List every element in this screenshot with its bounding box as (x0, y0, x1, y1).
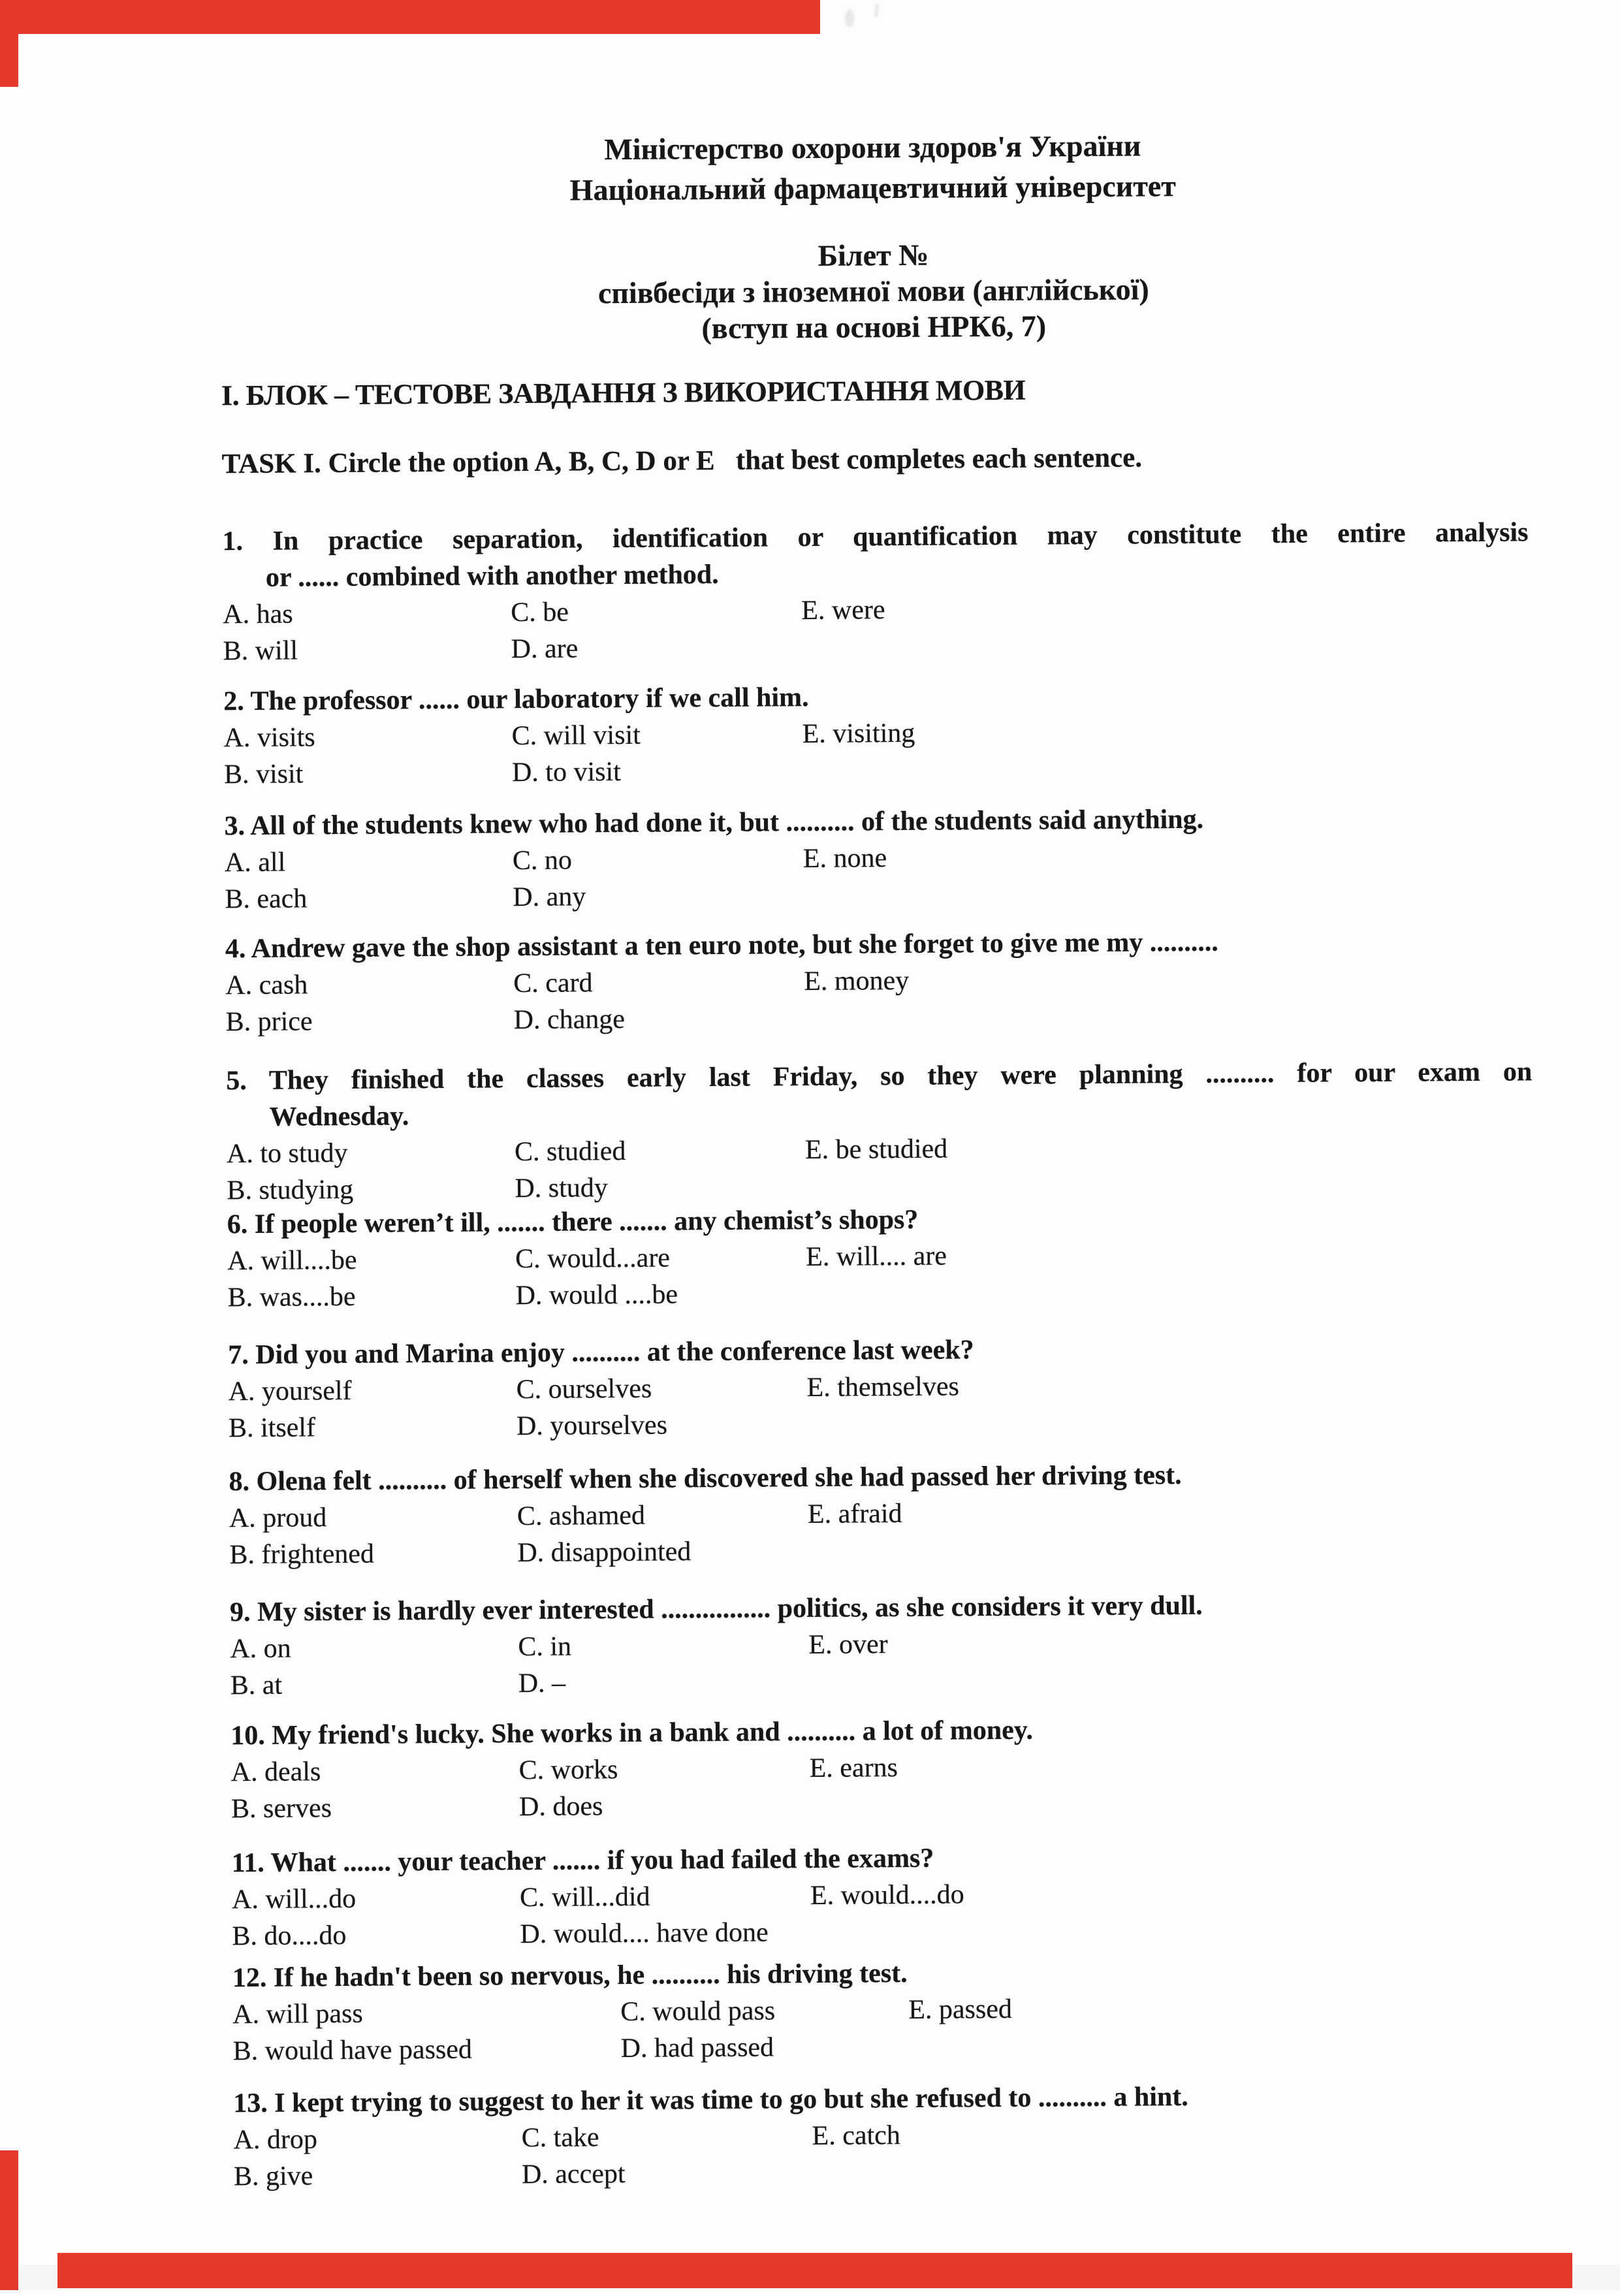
option-e: E. catch (812, 2120, 901, 2152)
option-c: C. no (512, 845, 573, 876)
red-scanner-edge-left-bottom (0, 2150, 18, 2290)
option-a: A. drop (233, 2124, 318, 2156)
option-c: C. ashamed (516, 1500, 646, 1532)
question-7 (228, 1328, 1534, 1446)
option-a: A. will...do (231, 1883, 357, 1915)
question-2 (223, 674, 1530, 793)
option-b: B. each (225, 884, 308, 915)
question-text: 12. If he hadn't been so nervous, he .......... his driving test. (232, 1958, 908, 1994)
option-b: B. price (225, 1006, 313, 1038)
question-1 (222, 514, 1529, 669)
ministry-line: Міністерство охорони здоров'я України (604, 129, 1141, 167)
option-a: A. on (230, 1633, 291, 1665)
option-d: D. yourselves (516, 1410, 668, 1442)
task-instruction: TASK I. Circle the option A, B, C, D or E that best completes each sentence. (221, 442, 1143, 480)
option-b: B. will (223, 635, 298, 667)
option-c: C. take (521, 2122, 599, 2154)
option-a: A. has (223, 599, 293, 630)
basis-line: (вступ на основі НРК6, 7) (701, 309, 1047, 345)
option-b: B. at (230, 1670, 283, 1701)
option-c: C. will visit (511, 720, 641, 752)
option-c: C. be (511, 597, 569, 628)
red-scanner-edge-bottom (57, 2253, 1572, 2288)
option-e: E. were (801, 595, 885, 626)
option-c: C. would pass (620, 1996, 776, 2028)
question-text: 10. My friend's lucky. She works in a bank and .......... a lot of money. (230, 1715, 1034, 1751)
option-c: C. studied (514, 1136, 626, 1168)
option-a: A. yourself (228, 1375, 352, 1407)
option-d: D. study (515, 1173, 608, 1204)
option-c: C. ourselves (516, 1373, 652, 1405)
option-e: E. money (804, 965, 910, 997)
option-a: A. cash (225, 970, 308, 1001)
option-c: C. would...are (515, 1243, 671, 1275)
option-c: C. card (513, 968, 593, 999)
question-text: 11. What ....... your teacher ....... if you had failed the exams? (231, 1843, 934, 1879)
question-10 (230, 1708, 1537, 1827)
option-b: B. studying (227, 1174, 354, 1206)
option-a: A. deals (230, 1757, 321, 1788)
question-text: 13. I kept trying to suggest to her it was time to go but she refused to .......... a hint. (233, 2081, 1188, 2119)
option-d: D. would ....be (515, 1279, 678, 1311)
option-c: C. works (518, 1755, 618, 1786)
option-e: E. passed (908, 1994, 1013, 2025)
option-d: D. are (511, 633, 579, 665)
option-a: A. all (224, 847, 286, 878)
option-e: E. be studied (804, 1134, 948, 1166)
ticket-number-line: Білет № (818, 238, 929, 272)
option-d: D. disappointed (517, 1537, 691, 1569)
option-d: D. does (518, 1791, 603, 1823)
document-header (219, 123, 1526, 213)
option-e: E. would....do (810, 1879, 964, 1911)
option-b: B. itself (228, 1412, 316, 1444)
option-d: D. would.... have done (520, 1917, 769, 1950)
option-b: B. give (233, 2161, 313, 2192)
option-e: E. visiting (802, 718, 915, 750)
red-scanner-edge-left-top (0, 0, 18, 87)
option-e: E. earns (809, 1753, 898, 1784)
option-b: B. do....do (232, 1920, 347, 1952)
option-d: D. change (513, 1004, 626, 1036)
option-e: E. none (802, 843, 887, 874)
option-b: B. serves (230, 1793, 332, 1825)
option-b: B. frightened (229, 1539, 375, 1571)
option-b: B. was....be (227, 1281, 356, 1313)
option-a: A. will....be (227, 1245, 357, 1277)
option-e: E. afraid (807, 1499, 902, 1530)
question-3 (224, 799, 1531, 917)
question-6 (227, 1197, 1534, 1316)
question-12 (232, 1951, 1539, 2069)
option-d: D. – (518, 1668, 566, 1699)
question-text: 4. Andrew gave the shop assistant a ten euro note, but she forget to give me my .......... (225, 927, 1218, 965)
question-text: 5. They finished the classes early last Friday, so they were planning .......... for our exam on (226, 1057, 1533, 1096)
question-text: 7. Did you and Marina enjoy .......... at the conference last week? (228, 1335, 974, 1371)
option-b: B. would have passed (232, 2034, 473, 2067)
question-8 (229, 1454, 1535, 1573)
ticket-header (220, 232, 1527, 349)
question-text: 2. The professor ...... our laboratory if we call him. (223, 682, 809, 717)
option-e: E. over (808, 1629, 888, 1661)
option-b: B. visit (223, 759, 304, 790)
option-c: C. will...did (519, 1881, 650, 1913)
question-13 (233, 2076, 1540, 2195)
question-text: 1. In practice separation, identification or quantification may constitute the entire analysis (222, 517, 1529, 557)
option-e: E. themselves (806, 1371, 960, 1403)
red-scanner-edge-top (18, 0, 820, 34)
question-text: 3. All of the students knew who had done it, but .......... of the students said anything. (224, 804, 1204, 842)
question-5 (226, 1053, 1533, 1209)
question-text: 6. If people weren’t ill, ....... there ....... any chemist’s shops? (227, 1204, 919, 1240)
option-a: A. will pass (232, 1998, 363, 2030)
question-text-continued: Wednesday. (269, 1101, 409, 1132)
option-d: D. accept (521, 2159, 626, 2190)
question-text: 8. Olena felt .......... of herself when she discovered she had passed her driving test. (229, 1460, 1182, 1497)
option-a: A. proud (229, 1503, 327, 1534)
question-4 (225, 921, 1532, 1040)
option-d: D. had passed (620, 2032, 774, 2064)
option-e: E. will.... are (806, 1241, 947, 1273)
university-line: Національний фармацевтичний університет (569, 169, 1177, 207)
question-text: 9. My sister is hardly ever interested ................ politics, as she considers it very dull. (229, 1590, 1203, 1628)
subject-line: співбесіди з іноземної мови (англійської) (597, 272, 1149, 310)
question-9 (230, 1585, 1536, 1704)
question-text-continued: or ...... combined with another method. (265, 559, 719, 593)
option-a: A. to study (226, 1138, 348, 1170)
option-d: D. to visit (511, 757, 622, 788)
option-a: A. visits (223, 722, 315, 754)
section-title: І. БЛОК – ТЕСТОВЕ ЗАВДАННЯ З ВИКОРИСТАННЯ МОВИ (221, 374, 1026, 412)
option-d: D. any (513, 882, 586, 913)
option-c: C. in (518, 1631, 572, 1663)
question-11 (231, 1836, 1538, 1954)
